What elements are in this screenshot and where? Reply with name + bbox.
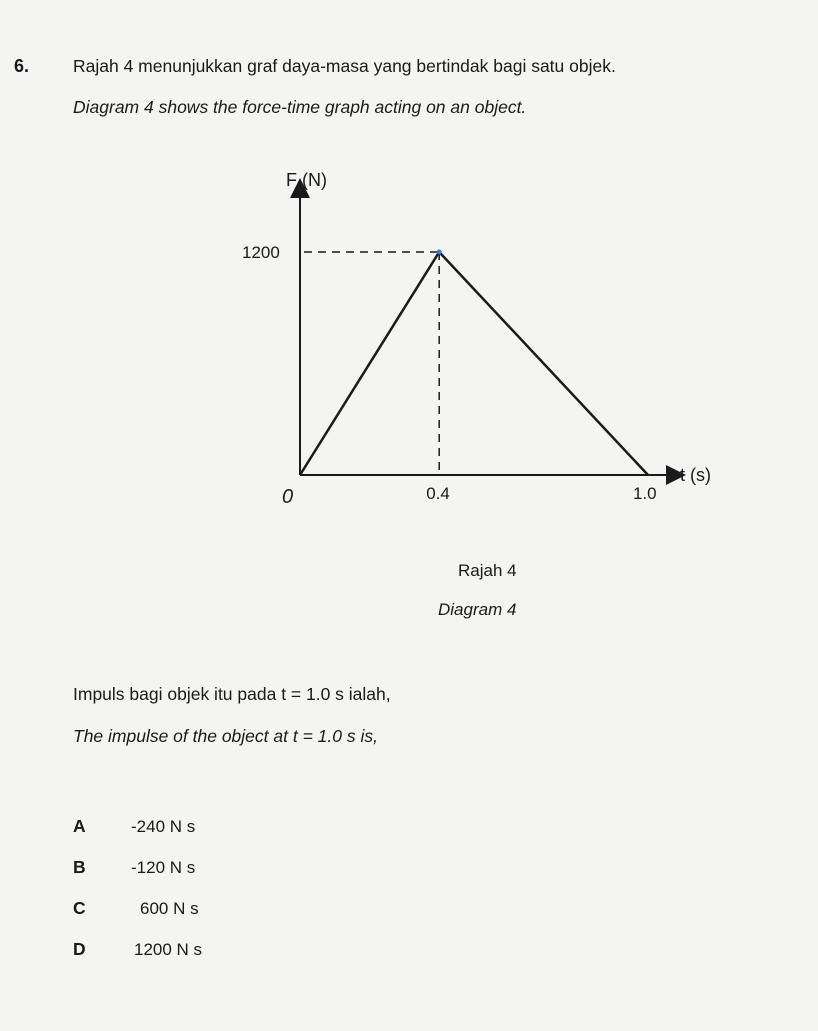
diagram-caption-english: Diagram 4 bbox=[438, 600, 517, 619]
diagram-caption-malay: Rajah 4 bbox=[458, 561, 517, 580]
option-value: -120 N s bbox=[131, 858, 196, 877]
option-a[interactable] bbox=[73, 816, 195, 837]
option-b[interactable] bbox=[73, 857, 195, 878]
option-c[interactable] bbox=[73, 898, 199, 919]
x-tick-label: 0.4 bbox=[426, 484, 450, 503]
option-value: 600 N s bbox=[140, 899, 199, 918]
option-value: -240 N s bbox=[131, 817, 196, 836]
option-letter: B bbox=[73, 857, 86, 877]
y-axis-label: F (N) bbox=[286, 170, 327, 190]
force-time-graph bbox=[230, 160, 730, 510]
option-letter: A bbox=[73, 816, 86, 836]
peak-data-point bbox=[437, 250, 442, 255]
option-letter: C bbox=[73, 898, 86, 918]
option-letter: D bbox=[73, 939, 86, 959]
option-d[interactable] bbox=[73, 939, 202, 960]
x-tick-label: 1.0 bbox=[633, 484, 657, 503]
impulse-question-malay: Impuls bagi objek itu pada t = 1.0 s ialah, bbox=[73, 684, 391, 704]
question-text-malay: Rajah 4 menunjukkan graf daya-masa yang bertindak bagi satu objek. bbox=[73, 56, 616, 76]
y-tick-label: 1200 bbox=[242, 243, 280, 262]
question-number: 6. bbox=[14, 56, 30, 76]
force-series-line bbox=[300, 252, 648, 475]
option-value: 1200 N s bbox=[134, 940, 203, 959]
question-text-english: Diagram 4 shows the force-time graph acting on an object. bbox=[73, 97, 527, 117]
x-tick-label-origin: 0 bbox=[282, 486, 294, 508]
x-axis-label: t (s) bbox=[680, 465, 711, 485]
impulse-question-english: The impulse of the object at t = 1.0 s is, bbox=[73, 726, 378, 746]
